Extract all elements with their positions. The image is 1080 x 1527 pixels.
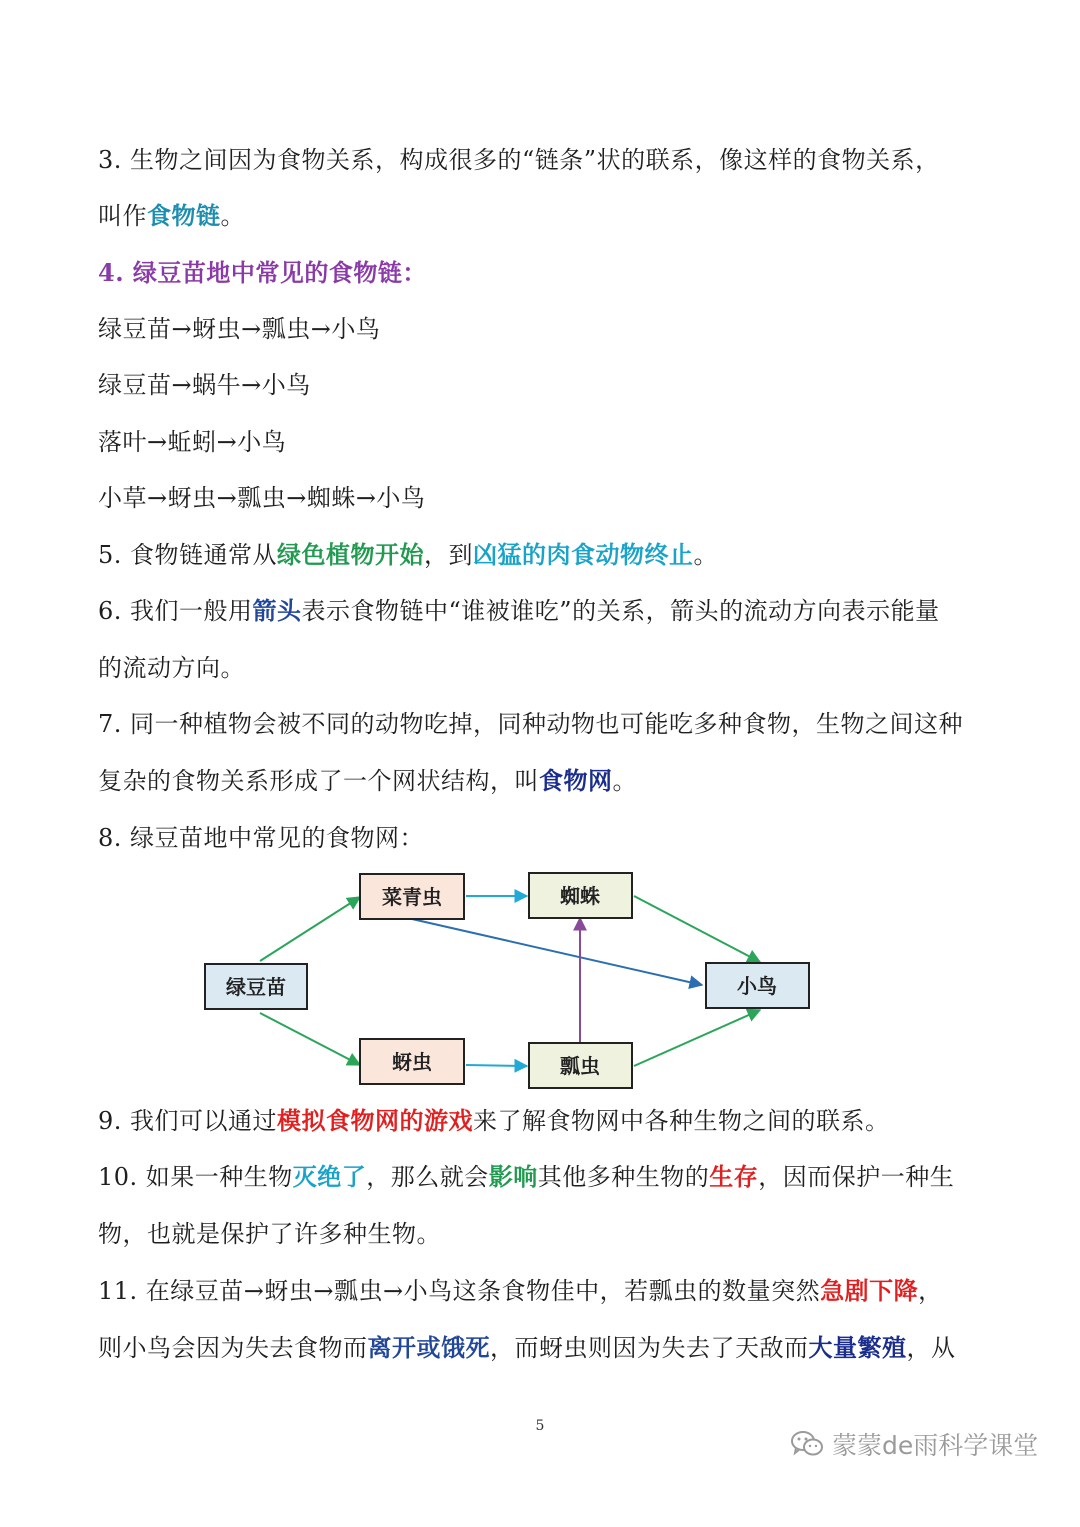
svg-text:菜青虫: 菜青虫 xyxy=(382,885,442,909)
node-spider xyxy=(529,873,632,918)
term-food-web: 食物网 xyxy=(539,766,613,795)
node-aphid xyxy=(360,1039,464,1084)
p4-heading: 4. 绿豆苗地中常见的食物链： xyxy=(98,258,427,287)
svg-text:瓢虫: 瓢虫 xyxy=(560,1054,600,1078)
p8-heading: 8. 绿豆苗地中常见的食物网： xyxy=(98,824,425,852)
wechat-icon xyxy=(790,1429,824,1459)
food-web-diagram xyxy=(190,855,830,1100)
svg-text:绿豆苗: 绿豆苗 xyxy=(226,975,286,999)
chain-2: 绿豆苗→蜗牛→小鸟 xyxy=(98,371,311,399)
watermark xyxy=(790,1424,1038,1464)
edge-ladybug-bird xyxy=(634,1010,760,1066)
p9-line: 9. 我们可以通过模拟食物网的游戏来了解食物网中各种生物之间的联系。 xyxy=(98,1106,890,1135)
node-bird xyxy=(706,963,809,1008)
node-ladybug xyxy=(529,1043,632,1088)
term-sharp-decline: 急剧下降 xyxy=(820,1276,919,1305)
term-extinct: 灭绝了 xyxy=(292,1162,367,1191)
svg-text:蚜虫: 蚜虫 xyxy=(392,1050,432,1074)
watermark-text: 蒙蒙de雨科学课堂 xyxy=(832,1431,1039,1460)
edge-beans-caterpillar xyxy=(260,897,360,961)
p3-line1: 3. 生物之间因为食物关系，构成很多的“链条”状的联系，像这样的食物关系， xyxy=(98,146,940,174)
p5-line: 5. 食物链通常从绿色植物开始，到凶猛的肉食动物终止。 xyxy=(98,540,719,569)
term-food-chain: 食物链 xyxy=(147,201,221,230)
edge-beans-aphid xyxy=(260,1013,360,1065)
edge-caterpillar-bird xyxy=(412,919,702,985)
chain-4: 小草→蚜虫→瓢虫→蜘蛛→小鸟 xyxy=(98,484,426,512)
term-arrow: 箭头 xyxy=(252,596,302,625)
term-green-plants: 绿色植物开始 xyxy=(277,540,425,569)
p3-line2: 叫作食物链。 xyxy=(98,201,245,230)
node-caterpillar xyxy=(360,874,464,919)
chain-1: 绿豆苗→蚜虫→瓢虫→小鸟 xyxy=(98,315,381,343)
p10-line2: 物，也就是保护了许多种生物。 xyxy=(98,1220,441,1248)
term-survival: 生存 xyxy=(709,1162,759,1191)
term-simulation-game: 模拟食物网的游戏 xyxy=(277,1106,474,1135)
svg-text:蜘蛛: 蜘蛛 xyxy=(560,884,600,908)
p11-line1: 11. 在绿豆苗→蚜虫→瓢虫→小鸟这条食物佳中，若瓢虫的数量突然急剧下降， xyxy=(98,1276,943,1305)
node-beans xyxy=(205,964,307,1009)
p11-line2: 则小鸟会因为失去食物而离开或饿死，而蚜虫则因为失去了天敌而大量繁殖，从 xyxy=(98,1333,956,1362)
p6-line2: 的流动方向。 xyxy=(98,654,245,682)
p10-line1: 10. 如果一种生物灭绝了，那么就会影响其他多种生物的生存，因而保护一种生 xyxy=(98,1162,955,1191)
chain-3: 落叶→蚯蚓→小鸟 xyxy=(98,428,287,456)
page-number: 5 xyxy=(535,1418,545,1434)
term-affect: 影响 xyxy=(488,1162,538,1191)
term-mass-breeding: 大量繁殖 xyxy=(808,1333,907,1362)
p7-line2: 复杂的食物关系形成了一个网状结构，叫食物网。 xyxy=(98,766,637,795)
svg-text:小鸟: 小鸟 xyxy=(737,974,777,998)
p6-line1: 6. 我们一般用箭头表示食物链中“谁被谁吃”的关系，箭头的流动方向表示能量 xyxy=(98,596,940,625)
term-leave-or-starve: 离开或饿死 xyxy=(367,1333,490,1362)
edge-spider-bird xyxy=(634,896,760,962)
edge-aphid-ladybug xyxy=(466,1065,527,1066)
p7-line1: 7. 同一种植物会被不同的动物吃掉，同种动物也可能吃多种食物，生物之间这种 xyxy=(98,710,964,738)
term-carnivore: 凶猛的肉食动物终止 xyxy=(473,540,694,569)
